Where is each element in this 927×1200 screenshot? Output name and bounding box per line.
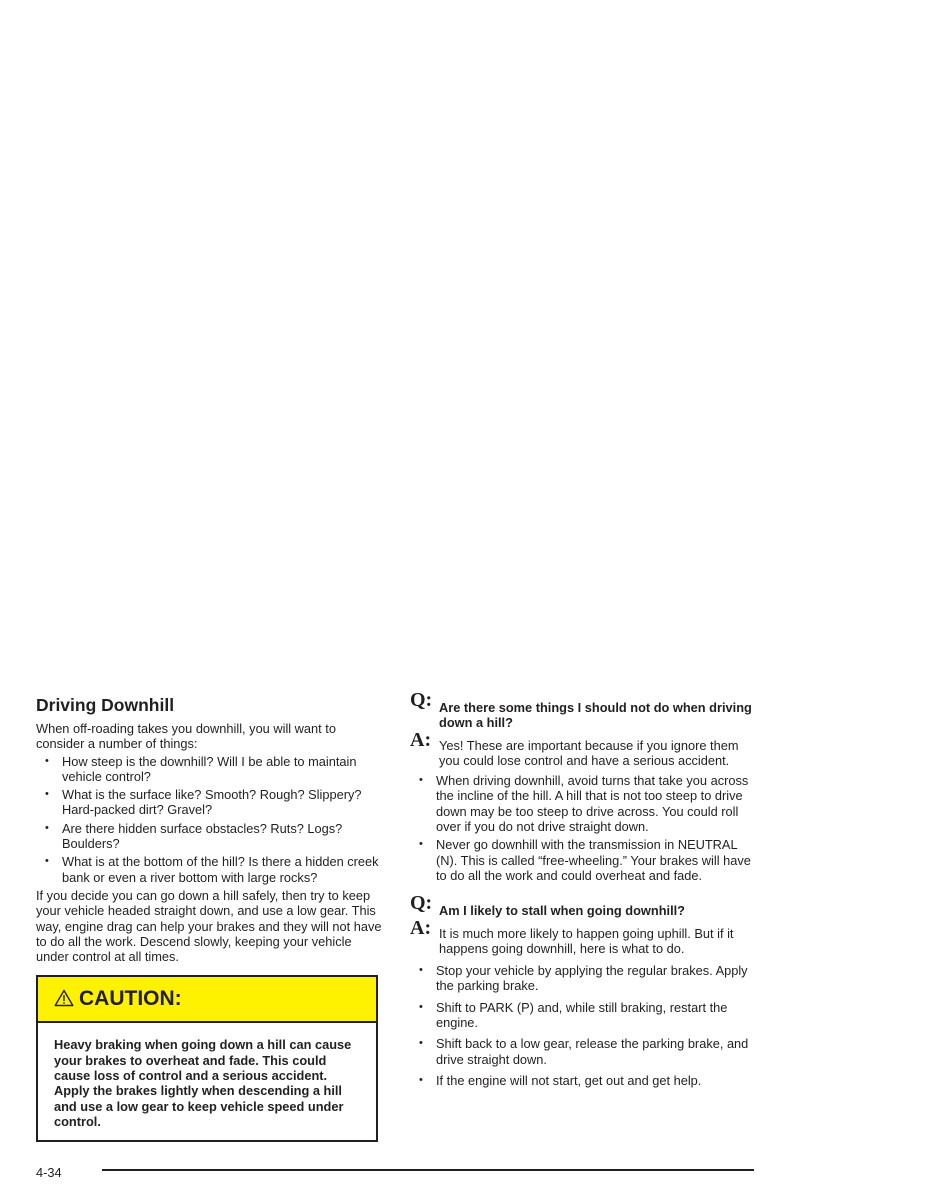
intro-paragraph: When off-roading takes you downhill, you will want to consider a number of things: [36, 721, 336, 752]
right-column [410, 689, 760, 1091]
footer-rule [102, 1169, 754, 1171]
list-item: • If the engine will not start, get out and get help. [419, 1072, 702, 1088]
section-heading: Driving Downhill [36, 695, 175, 715]
list-item: • Stop your vehicle by applying the regular brakes. Apply the parking brake. [419, 963, 748, 994]
a-mark: A: [410, 728, 432, 751]
bullet-dot: • [45, 855, 49, 868]
warning-triangle-icon [54, 989, 74, 1007]
caution-text: Heavy braking when going down a hill can cause your brakes to overheat and fade. This could cause loss of control and a serious accident. Apply the brakes lightly when descending a hill and use a low gear to keep vehicle speed under control. [54, 1037, 352, 1129]
caution-header [38, 977, 376, 1023]
question-1 [410, 689, 760, 731]
answer-text: It is much more likely to happen going uphill. But if it happens going downhill, here is what to do. [439, 925, 734, 956]
q-mark: Q: [410, 689, 433, 711]
answer-1-list [410, 773, 760, 883]
bullet-dot: • [419, 964, 423, 977]
list-item: • What is the surface like? Smooth? Rough? Slippery? Hard-packed dirt? Gravel? [45, 787, 362, 818]
answer-1 [410, 728, 760, 769]
bullet-dot: • [419, 1000, 423, 1013]
question-text: Am I likely to stall when going downhill? [439, 903, 685, 919]
list-item: • How steep is the downhill? Will I be able to maintain vehicle control? [45, 753, 357, 784]
q-mark: Q: [410, 892, 433, 915]
list-item: • Never go downhill with the transmission in NEUTRAL (N). This is called “free-wheeling.” Your brakes will have to do all the work and could overheat and fade. [419, 837, 751, 883]
bullet-dot: • [45, 754, 49, 767]
bullet-dot: • [419, 774, 423, 787]
bullet-dot: • [45, 821, 49, 834]
list-item: • Are there hidden surface obstacles? Ruts? Logs? Boulders? [45, 820, 343, 852]
caution-box [36, 975, 378, 1142]
bullet-dot: • [419, 1037, 423, 1050]
answer-2-list [410, 963, 760, 1088]
descend-paragraph: If you decide you can go down a hill safely, then try to keep your vehicle headed straight down, and use a low gear. This way, engine drag can help your brakes and they will not have to do all the work. Descend slowly, keeping your vehicle under control at all times. [36, 887, 382, 965]
a-mark: A: [410, 916, 432, 939]
caution-title: CAUTION: [79, 987, 182, 1011]
page-number: 4-34 [36, 1165, 62, 1180]
answer-2 [410, 916, 760, 957]
list-item: • What is at the bottom of the hill? Is there a hidden creek bank or even a river bottom with large rocks? [45, 854, 379, 885]
considerations-list [36, 754, 386, 885]
bullet-dot: • [419, 838, 423, 851]
list-item: • Shift back to a low gear, release the parking brake, and drive straight down. [419, 1036, 749, 1067]
list-item: • When driving downhill, avoid turns that take you across the incline of the hill. A hill that is not too steep to drive down may be too steep to drive across. You could roll over if you do not drive straight down. [419, 773, 749, 835]
question-text: Are there some things I should not do when driving down a hill? [439, 700, 752, 731]
left-column [36, 694, 386, 1142]
bullet-dot: • [45, 788, 49, 801]
question-2 [410, 892, 760, 919]
bullet-dot: • [419, 1073, 423, 1086]
list-item: • Shift to PARK (P) and, while still braking, restart the engine. [419, 999, 728, 1031]
answer-text: Yes! These are important because if you ignore them you could lose control and have a serious accident. [439, 737, 739, 768]
